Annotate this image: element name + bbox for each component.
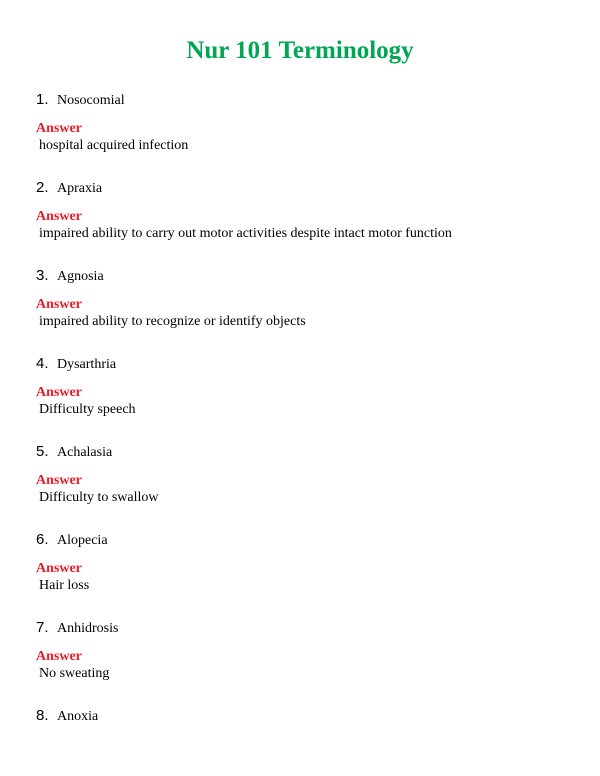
question-number: 8. [36, 707, 49, 724]
question-number: 2. [36, 179, 49, 196]
question-row [36, 530, 108, 550]
answer-label: Answer [36, 473, 82, 488]
question-number: 7. [36, 619, 49, 636]
question-row [36, 618, 118, 638]
question-term: Apraxia [57, 181, 103, 196]
answer-text: Difficulty to swallow [39, 490, 159, 505]
answer-text: Difficulty speech [39, 402, 136, 417]
question-row [36, 266, 104, 286]
question-row [36, 706, 98, 726]
question-number: 3. [36, 267, 49, 284]
answer-label: Answer [36, 385, 82, 400]
question-number: 1. [36, 91, 49, 108]
answer-text: hospital acquired infection [39, 138, 189, 153]
answer-text: impaired ability to recognize or identify objects [39, 314, 306, 329]
question-row [36, 178, 102, 198]
answer-text: Hair loss [39, 578, 90, 593]
answer-label: Answer [36, 209, 82, 224]
answer-label: Answer [36, 561, 82, 576]
question-number: 4. [36, 355, 49, 372]
question-term: Anhidrosis [57, 621, 119, 636]
question-row [36, 442, 112, 462]
question-number: 6. [36, 531, 49, 548]
question-row [36, 90, 125, 110]
question-row [36, 354, 116, 374]
question-term: Anoxia [57, 709, 99, 724]
question-number: 5. [36, 443, 49, 460]
page-title: Nur 101 Terminology [186, 37, 414, 64]
answer-text: impaired ability to carry out motor activities despite intact motor function [39, 226, 452, 241]
question-term: Agnosia [57, 269, 104, 284]
question-term: Achalasia [57, 445, 113, 460]
question-term: Nosocomial [57, 93, 125, 108]
question-term: Dysarthria [57, 357, 117, 372]
answer-label: Answer [36, 649, 82, 664]
question-term: Alopecia [57, 533, 108, 548]
answer-label: Answer [36, 121, 82, 136]
answer-label: Answer [36, 297, 82, 312]
answer-text: No sweating [39, 666, 110, 681]
